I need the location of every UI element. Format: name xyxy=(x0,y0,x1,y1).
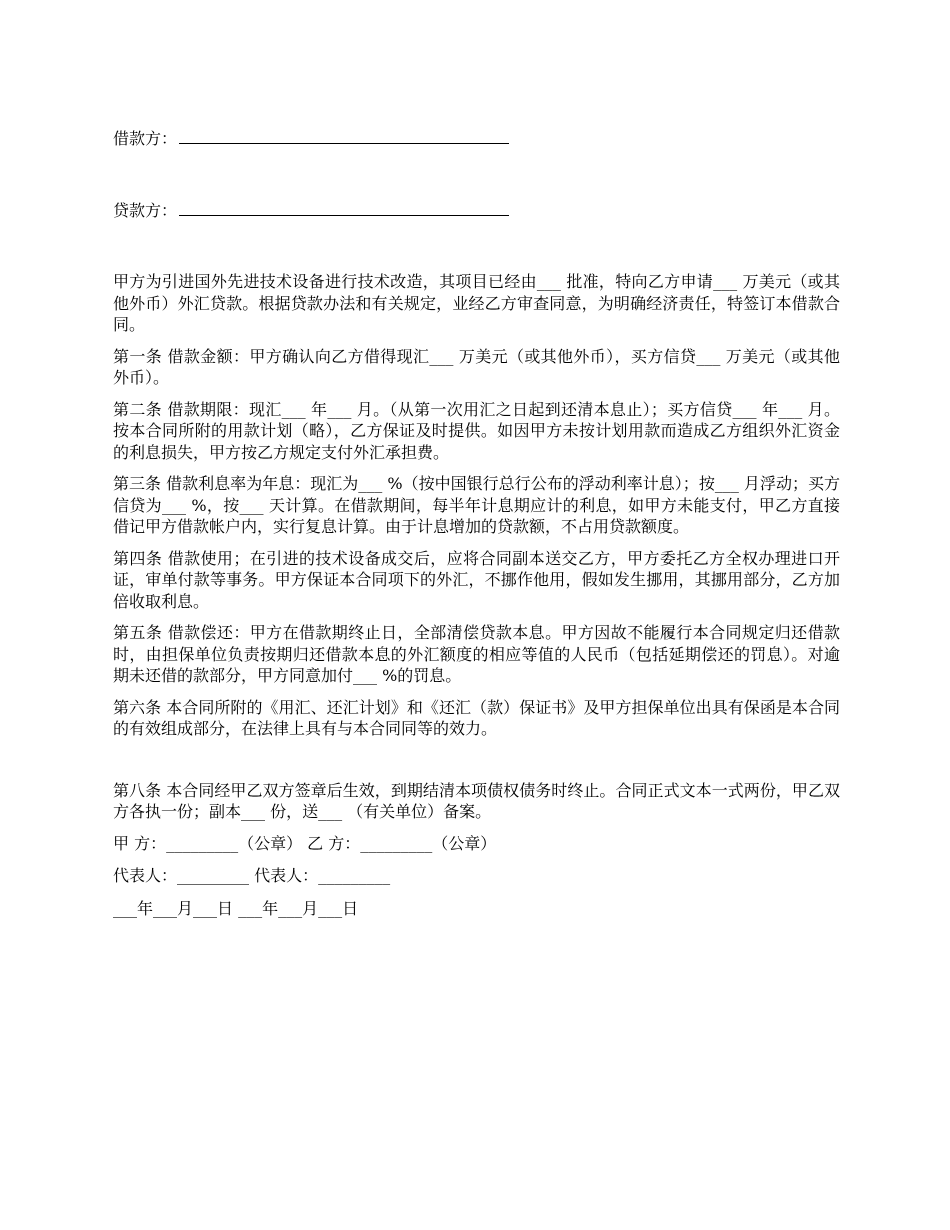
article-2: 第二条 借款期限：现汇___ 年___ 月。（从第一次用汇之日起到还清本息止）；买方信贷___ 年___ 月。按本合同所附的用款计划（略），乙方保证及时提供。如因甲方未按计划用款而造成乙方组织外汇资金的利息损失，甲方按乙方规定支付外汇承担费。 xyxy=(113,399,840,462)
borrower-label: 借款方： xyxy=(113,129,178,148)
lender-line xyxy=(113,200,509,221)
article-8: 第八条 本合同经甲乙双方签章后生效，到期结清本项债权债务时终止。合同正式文本一式两份，甲乙双方各执一份；副本___ 份，送___ （有关单位）备案。 xyxy=(113,780,840,821)
contract-body xyxy=(113,271,840,930)
article-5: 第五条 借款偿还：甲方在借款期终止日，全部清偿贷款本息。甲方因故不能履行本合同规定归还借款时，由担保单位负责按期归还借款本息的外汇额度的相应等值的人民币（包括延期偿还的罚息）。对逾期未还借的款部分，甲方同意加付___ %的罚息。 xyxy=(113,623,840,685)
party-signature-line: 甲 方：_________（公章） 乙 方：_________（公章） xyxy=(113,833,497,853)
article-6: 第六条 本合同所附的《用汇、还汇计划》和《还汇（款）保证书》及甲方担保单位出具有保函是本合同的有效组成部分，在法律上具有与本合同同等的效力。 xyxy=(113,697,840,738)
borrower-line xyxy=(113,128,509,149)
article-4: 第四条 借款使用；在引进的技术设备成交后，应将合同副本送交乙方，甲方委托乙方全权办理进口开证，审单付款等事务。甲方保证本合同项下的外汇，不挪作他用，假如发生挪用，其挪用部分，乙方加倍收取利息。 xyxy=(113,548,840,611)
lender-label: 贷款方： xyxy=(113,201,178,220)
article-1: 第一条 借款金额：甲方确认向乙方借得现汇___ 万美元（或其他外币），买方信贷___ 万美元（或其他外币）。 xyxy=(113,346,840,387)
representative-line: 代表人：_________ 代表人：_________ xyxy=(113,866,391,885)
lender-blank xyxy=(179,200,509,216)
borrower-blank xyxy=(179,128,509,144)
date-line: ___年___月___日 ___年___月___日 xyxy=(113,898,359,918)
section-gap xyxy=(113,750,840,780)
preamble-paragraph: 甲方为引进国外先进技术设备进行技术改造，其项目已经由___ 批准，特向乙方申请___ 万美元（或其他外币）外汇贷款。根据贷款办法和有关规定，业经乙方审查同意，为明确经济责任，特签订本借款合同。 xyxy=(113,272,840,334)
article-3: 第三条 借款利息率为年息：现汇为___ %（按中国银行总行公布的浮动利率计息）；按___ 月浮动；买方信贷为___ %，按___ 天计算。在借款期间，每半年计息期应计的利息，如甲方未能支付，甲乙方直接借记甲方借款帐户内，实行复息计算。由于计息增加的贷款额，不占用贷款额度。 xyxy=(113,474,840,536)
